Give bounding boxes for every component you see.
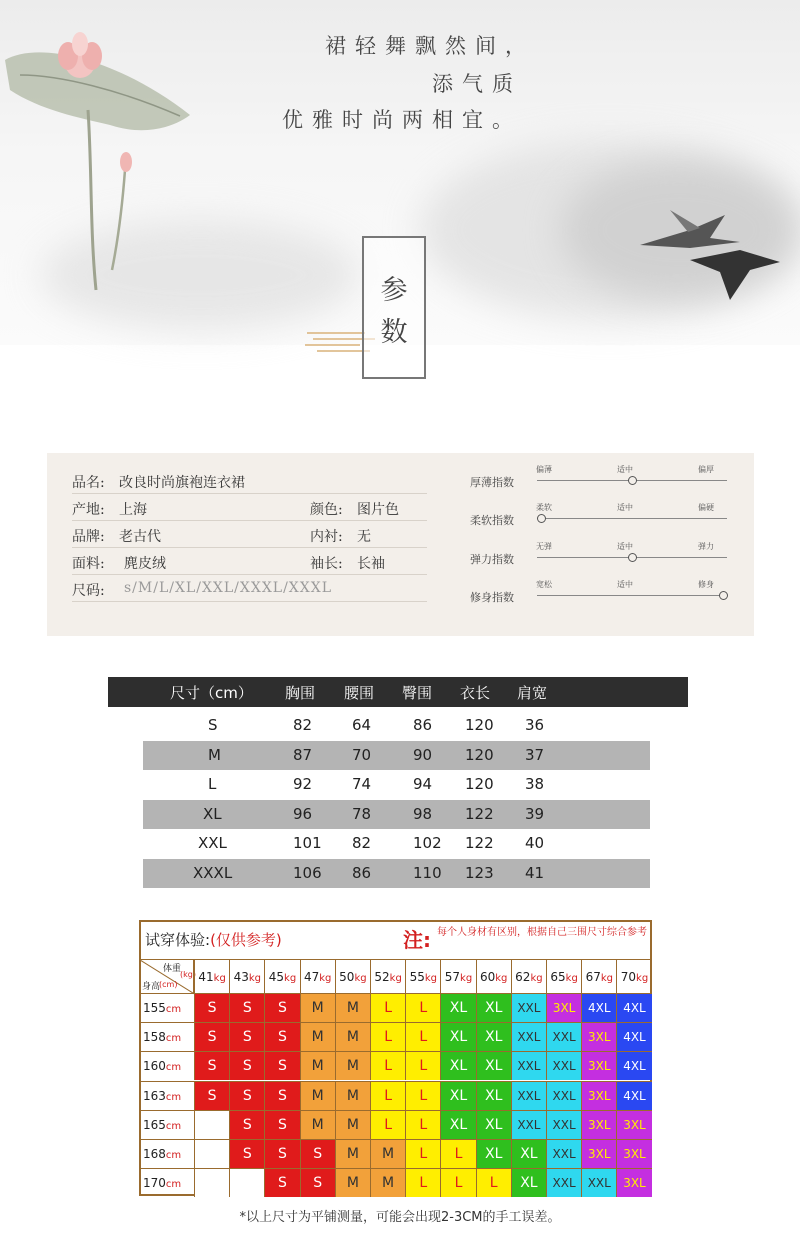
section-title-char: 参 [380, 275, 408, 306]
weight-header-cell [194, 959, 229, 993]
size-recommendation-cell: L [405, 1081, 440, 1110]
section-title-box [362, 236, 426, 379]
fit-grid-title [145, 929, 282, 950]
size-recommendation-cell: XXL [511, 1081, 546, 1110]
weight-unit: kg [319, 973, 332, 984]
size-recommendation-cell: XXL [546, 1168, 581, 1197]
size-value-cell: 106 [293, 863, 322, 882]
size-recommendation-cell: S [264, 993, 299, 1022]
size-label-cell: XXL [198, 834, 227, 852]
scale-track [537, 595, 727, 596]
size-recommendation-cell: L [405, 1110, 440, 1139]
size-value-cell: 82 [352, 834, 372, 852]
size-recommendation-cell: XL [476, 1022, 511, 1051]
size-recommendation-cell: 3XL [581, 1139, 616, 1168]
weight-unit: kg [565, 973, 578, 984]
size-value-cell: 86 [352, 863, 372, 882]
fit-note-mark: 注: [403, 928, 431, 952]
softness-scale [470, 502, 730, 532]
size-recommendation-cell: XL [476, 1081, 511, 1110]
size-recommendation-cell: M [335, 1110, 370, 1139]
size-recommendation-cell: L [405, 993, 440, 1022]
size-recommendation-cell: 4XL [616, 993, 651, 1022]
size-recommendation-cell: L [405, 1022, 440, 1051]
size-recommendation-cell: M [335, 1139, 370, 1168]
size-header-cell: 臀围 [402, 684, 433, 702]
size-table-row [143, 711, 650, 740]
height-unit: cm [165, 1062, 182, 1074]
size-recommendation-cell: 4XL [616, 1051, 651, 1080]
lotus-leaf-illustration [0, 20, 200, 300]
weight-value: 45 [268, 970, 285, 984]
size-recommendation-cell: 3XL [581, 1051, 616, 1080]
fitting-reference-grid [139, 920, 652, 1196]
size-value-cell: 98 [413, 804, 433, 823]
size-table-row [143, 829, 650, 858]
size-recommendation-cell: S [229, 1022, 264, 1051]
size-value-cell: 38 [525, 775, 545, 793]
param-value: s/M/L/XL/XXL/XXXL/XXXL [124, 580, 333, 596]
weight-value: 43 [233, 970, 249, 984]
corner-height-label: 身高 [142, 982, 161, 992]
weight-header-cell [300, 959, 335, 993]
size-recommendation-cell: 3XL [546, 993, 581, 1022]
scale-low-label: 宽松 [536, 580, 552, 589]
size-recommendation-cell: S [229, 1081, 264, 1110]
weight-unit: kg [530, 973, 543, 984]
weight-header-cell [511, 959, 546, 993]
weight-header-cell [440, 959, 475, 993]
param-label: 尺码: [72, 583, 105, 599]
size-value-cell: 120 [465, 745, 494, 764]
size-recommendation-cell: XXL [546, 1051, 581, 1080]
size-recommendation-cell [194, 1139, 229, 1168]
size-value-cell: 40 [525, 834, 545, 852]
size-recommendation-cell: XL [476, 1139, 511, 1168]
weight-header-cell [546, 959, 581, 993]
size-value-cell: 78 [352, 804, 372, 823]
weight-unit: kg [354, 973, 367, 984]
size-recommendation-cell: L [440, 1168, 475, 1197]
elasticity-scale [470, 541, 730, 571]
size-recommendation-cell: XXL [511, 1051, 546, 1080]
size-recommendation-cell [194, 1110, 229, 1139]
size-header-cell: 肩宽 [517, 684, 548, 702]
size-recommendation-cell: XXL [511, 993, 546, 1022]
weight-header-cell [476, 959, 511, 993]
weight-header-cell [405, 959, 440, 993]
height-unit: cm [165, 1004, 182, 1015]
param-value: 老古代 [119, 529, 161, 545]
weight-value: 52 [374, 970, 390, 984]
size-recommendation-cell: XL [511, 1139, 546, 1168]
size-recommendation-cell [194, 1168, 229, 1197]
size-recommendation-cell: 4XL [616, 1022, 651, 1051]
size-recommendation-cell: L [405, 1139, 440, 1168]
height-unit: cm [165, 1179, 182, 1191]
size-recommendation-cell: XXL [546, 1081, 581, 1110]
size-recommendation-cell: XXL [581, 1168, 616, 1197]
param-label: 品牌: [72, 529, 105, 545]
size-value-cell: 120 [465, 716, 494, 734]
size-recommendation-cell: L [440, 1139, 475, 1168]
size-recommendation-cell: M [300, 1051, 335, 1080]
size-recommendation-cell: XXL [546, 1110, 581, 1139]
size-value-cell: 122 [465, 804, 494, 823]
size-label-cell: M [208, 745, 221, 764]
size-value-cell: 90 [413, 745, 433, 764]
size-value-cell: 123 [465, 863, 494, 882]
size-recommendation-cell: 3XL [616, 1168, 651, 1197]
height-value: 158 [143, 1030, 166, 1045]
size-recommendation-cell: 3XL [616, 1139, 651, 1168]
size-table-row [143, 859, 650, 888]
height-value: 170 [143, 1176, 166, 1191]
size-header-cell: 尺寸（cm） [170, 684, 253, 702]
size-value-cell: 70 [352, 745, 372, 764]
scale-name: 弹力指数 [470, 553, 514, 566]
weight-header-cell [264, 959, 299, 993]
measurement-footnote: *以上尺寸为平铺测量，可能会出现2-3CM的手工误差。 [239, 1210, 561, 1225]
param-value: 图片色 [357, 502, 399, 518]
height-header-cell [141, 1168, 194, 1197]
weight-unit: kg [636, 973, 649, 984]
size-value-cell: 110 [413, 863, 442, 882]
corner-height-unit: (cm) [159, 980, 178, 989]
size-recommendation-cell: 4XL [616, 1081, 651, 1110]
size-header-cell: 胸围 [285, 684, 316, 702]
weight-header-cell [581, 959, 616, 993]
scale-marker [537, 514, 546, 523]
scale-mid-label: 适中 [617, 580, 633, 589]
height-value: 155 [143, 1001, 166, 1015]
size-recommendation-cell: S [194, 993, 229, 1022]
scale-low-label: 柔软 [536, 503, 552, 512]
size-recommendation-cell: XXL [546, 1139, 581, 1168]
height-header-cell [141, 1022, 194, 1051]
size-recommendation-cell: 4XL [581, 993, 616, 1022]
size-recommendation-cell: XL [440, 993, 475, 1022]
size-value-cell: 87 [293, 745, 313, 764]
size-recommendation-cell: S [194, 1022, 229, 1051]
size-recommendation-cell: L [405, 1168, 440, 1197]
fit-grid-title-text: 试穿体验: [145, 931, 211, 949]
scale-high-label: 修身 [698, 580, 714, 589]
height-unit: cm [165, 1091, 182, 1103]
size-recommendation-cell: S [229, 1110, 264, 1139]
size-recommendation-cell: XL [440, 1081, 475, 1110]
crane-birds-illustration [630, 200, 790, 310]
size-value-cell: 94 [413, 775, 433, 793]
size-recommendation-cell: XXL [511, 1022, 546, 1051]
scale-marker [628, 476, 637, 485]
size-value-cell: 120 [465, 775, 494, 793]
size-header-cell: 腰围 [344, 684, 375, 702]
height-unit: cm [165, 1150, 182, 1161]
size-recommendation-cell: M [370, 1139, 405, 1168]
param-label: 品名: [72, 475, 105, 491]
fit-grid-subtitle: (仅供参考) [210, 931, 282, 949]
size-recommendation-cell [229, 1168, 264, 1197]
height-header-cell [141, 1051, 194, 1080]
size-recommendation-cell: 3XL [581, 1081, 616, 1110]
height-header-cell [141, 1110, 194, 1139]
size-recommendation-cell: M [335, 1081, 370, 1110]
height-value: 165 [143, 1117, 166, 1132]
size-recommendation-cell: XXL [511, 1110, 546, 1139]
weight-unit: kg [600, 973, 613, 984]
param-label: 面料: [72, 556, 105, 572]
param-row-name [72, 467, 427, 494]
weight-unit: kg [284, 973, 297, 984]
size-table-row [143, 800, 650, 829]
size-header-cell: 衣长 [460, 684, 491, 702]
size-label-cell: XXXL [193, 863, 233, 882]
weight-value: 65 [550, 970, 566, 984]
size-recommendation-cell: M [335, 1051, 370, 1080]
weight-header-cell [335, 959, 370, 993]
scale-marker [628, 553, 637, 562]
size-recommendation-cell: XL [476, 1051, 511, 1080]
poem-line-3: 优雅时尚两相宜。 [282, 108, 522, 132]
size-recommendation-cell: S [264, 1110, 299, 1139]
param-label: 颜色: [310, 502, 343, 518]
size-recommendation-cell: L [370, 993, 405, 1022]
scale-low-label: 无弹 [536, 542, 552, 551]
param-row-origin [72, 494, 427, 521]
size-recommendation-cell: S [264, 1168, 299, 1197]
weight-value: 41 [198, 970, 214, 984]
scale-high-label: 偏厚 [698, 465, 714, 474]
height-unit: cm [165, 1120, 182, 1132]
size-recommendation-cell: M [300, 1081, 335, 1110]
size-recommendation-cell: 3XL [616, 1110, 651, 1139]
scale-high-label: 弹力 [698, 542, 714, 551]
weight-unit: kg [389, 973, 402, 984]
height-value: 163 [143, 1088, 166, 1103]
param-value: 无 [357, 529, 371, 545]
size-recommendation-cell: XL [476, 1110, 511, 1139]
weight-value: 67 [585, 970, 601, 984]
size-recommendation-cell: S [229, 1051, 264, 1080]
size-value-cell: 101 [293, 834, 322, 852]
param-row-brand [72, 521, 427, 548]
poem-line-1: 裙轻舞飘然间， [325, 34, 535, 58]
size-recommendation-cell: S [194, 1081, 229, 1110]
size-table-header [108, 677, 688, 707]
param-row-fabric [72, 548, 427, 575]
size-recommendation-cell: M [300, 1022, 335, 1051]
scale-marker [719, 591, 728, 600]
corner-weight-unit: (kg) [180, 970, 196, 979]
size-recommendation-cell: S [264, 1022, 299, 1051]
size-label-cell: L [208, 775, 217, 793]
scale-track [537, 518, 727, 519]
height-unit: cm [165, 1033, 182, 1045]
size-recommendation-cell: 3XL [581, 1022, 616, 1051]
size-label-cell: XL [203, 804, 222, 823]
height-value: 168 [143, 1147, 166, 1161]
weight-header-cell [616, 959, 651, 993]
size-recommendation-cell: XL [440, 1051, 475, 1080]
size-recommendation-cell: M [300, 1110, 335, 1139]
weight-value: 47 [303, 970, 320, 984]
size-recommendation-cell: L [476, 1168, 511, 1197]
weight-unit: kg [460, 973, 473, 984]
size-recommendation-cell: S [194, 1051, 229, 1080]
weight-unit: kg [495, 973, 508, 984]
param-label: 袖长: [310, 556, 343, 572]
size-value-cell: 82 [293, 716, 313, 734]
weight-value: 55 [409, 970, 425, 984]
size-value-cell: 96 [293, 804, 313, 823]
size-recommendation-cell: L [370, 1051, 405, 1080]
param-value: 长袖 [357, 556, 385, 572]
size-value-cell: 37 [525, 745, 545, 764]
size-recommendation-cell: XL [511, 1168, 546, 1197]
weight-header-cell [229, 959, 264, 993]
param-row-sizes [72, 575, 427, 602]
size-value-cell: 74 [352, 775, 372, 793]
size-value-cell: 64 [352, 716, 372, 734]
size-recommendation-cell: S [300, 1139, 335, 1168]
weight-value: 62 [515, 970, 531, 984]
size-recommendation-cell: L [405, 1051, 440, 1080]
poem-line-2: 添气质 [432, 72, 522, 96]
grid-corner-cell [141, 959, 194, 993]
param-label: 产地: [72, 502, 105, 518]
size-recommendation-cell: 3XL [581, 1110, 616, 1139]
fit-note: 每个人身材有区别，根据自己三围尺寸综合参考 [437, 927, 647, 938]
weight-value: 60 [479, 970, 496, 984]
weight-unit: kg [248, 973, 261, 984]
size-recommendation-cell: M [335, 1168, 370, 1197]
size-value-cell: 92 [293, 775, 313, 793]
product-params-panel [47, 453, 754, 636]
size-value-cell: 102 [413, 834, 442, 852]
param-value: 上海 [119, 502, 147, 518]
size-recommendation-cell: M [335, 993, 370, 1022]
param-value: 改良时尚旗袍连衣裙 [119, 475, 245, 491]
height-header-cell [141, 1139, 194, 1168]
scale-name: 修身指数 [470, 591, 514, 604]
size-recommendation-cell: M [300, 993, 335, 1022]
size-recommendation-cell: XL [476, 993, 511, 1022]
param-value: 麂皮绒 [124, 556, 166, 572]
section-title-char: 数 [380, 317, 408, 348]
height-header-cell [141, 993, 194, 1022]
size-recommendation-cell: XL [440, 1110, 475, 1139]
size-value-cell: 122 [465, 834, 494, 852]
size-table-row [143, 741, 650, 770]
size-table-row [143, 770, 650, 799]
size-recommendation-cell: S [264, 1051, 299, 1080]
scale-mid-label: 适中 [617, 465, 633, 474]
size-value-cell: 41 [525, 863, 545, 882]
scale-name: 柔软指数 [470, 514, 514, 527]
size-recommendation-cell: XXL [546, 1022, 581, 1051]
size-value-cell: 39 [525, 804, 545, 823]
fit-scale [470, 579, 730, 609]
weight-unit: kg [213, 973, 226, 984]
corner-weight-label: 体重 [163, 964, 182, 974]
weight-value: 57 [444, 970, 461, 984]
scale-high-label: 偏硬 [698, 503, 714, 512]
scale-low-label: 偏薄 [536, 465, 552, 474]
scale-mid-label: 适中 [617, 542, 633, 551]
size-recommendation-cell: M [370, 1168, 405, 1197]
size-recommendation-cell: S [229, 993, 264, 1022]
scale-mid-label: 适中 [617, 503, 633, 512]
height-header-cell [141, 1081, 194, 1110]
size-recommendation-cell: S [264, 1139, 299, 1168]
weight-value: 50 [339, 970, 355, 984]
weight-unit: kg [424, 973, 437, 984]
thickness-scale [470, 464, 730, 494]
weight-header-cell [370, 959, 405, 993]
size-value-cell: 36 [525, 716, 545, 734]
height-value: 160 [143, 1059, 166, 1074]
size-recommendation-cell: S [300, 1168, 335, 1197]
size-value-cell: 86 [413, 716, 433, 734]
param-label: 内衬: [310, 529, 343, 545]
size-recommendation-cell: M [335, 1022, 370, 1051]
size-recommendation-cell: L [370, 1110, 405, 1139]
size-recommendation-cell: L [370, 1081, 405, 1110]
size-label-cell: S [208, 716, 218, 734]
size-recommendation-cell: S [229, 1139, 264, 1168]
scale-name: 厚薄指数 [470, 476, 514, 489]
weight-value: 70 [620, 970, 637, 984]
size-recommendation-cell: XL [440, 1022, 475, 1051]
size-recommendation-cell: S [264, 1081, 299, 1110]
size-recommendation-cell: L [370, 1022, 405, 1051]
